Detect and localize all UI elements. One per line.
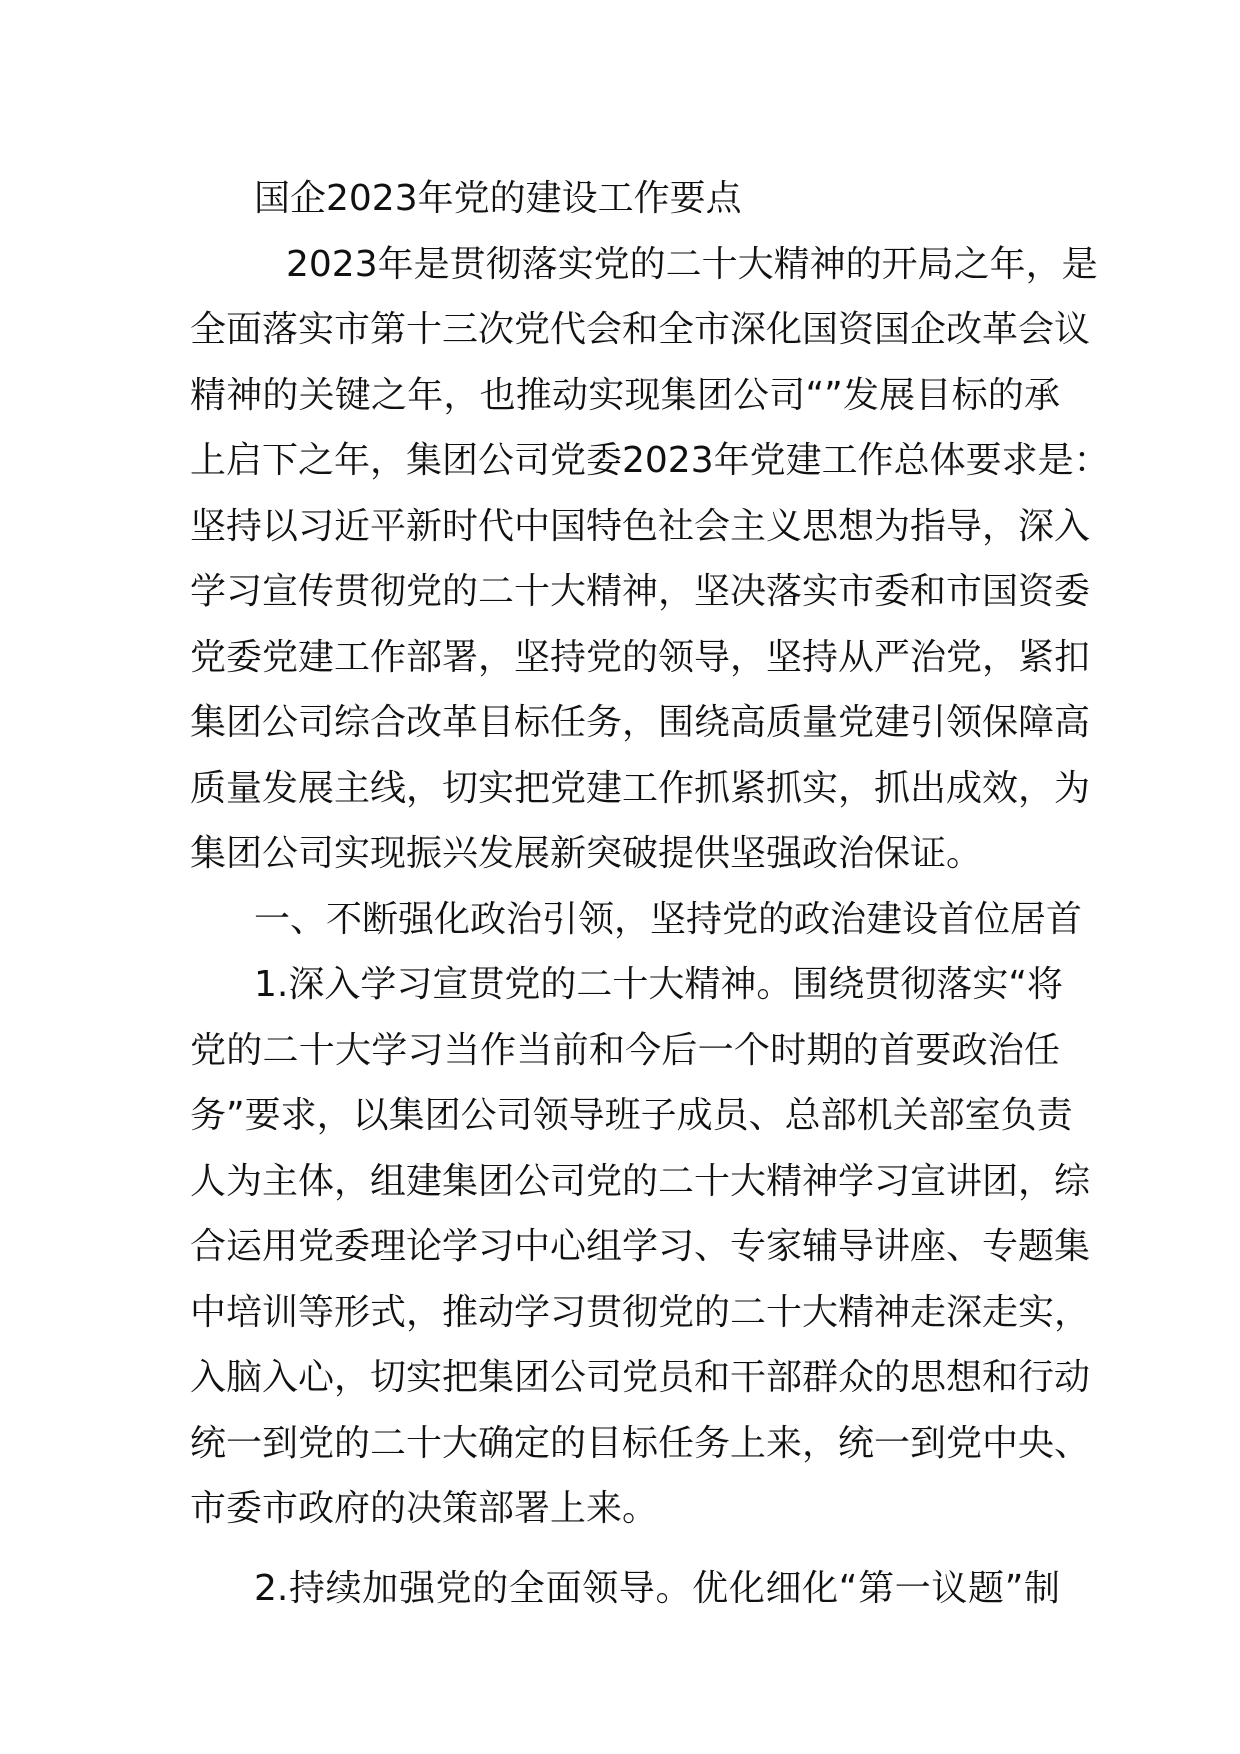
intro-line: 2023年是贯彻落实党的二十大精神的开局之年，是 [286,243,1098,285]
item-1-line: 合运用党委理论学习中心组学习、专家辅导讲座、专题集 [190,1226,1091,1267]
item-1-line: 统一到党的二十大确定的目标任务上来，统一到党中央、 [190,1422,1091,1464]
item-1-line: 入脑入心，切实把集团公司党员和干部群众的思想和行动 [190,1357,1091,1398]
intro-line: 集团公司实现振兴发展新突破提供坚强政治保证。 [190,833,983,874]
item-1-line: 1.深入学习宣贯党的二十大精神。围绕贯彻落实“将 [254,964,1063,1005]
item-1-line: 务”要求，以集团公司领导班子成员、总部机关部室负责 [190,1095,1073,1136]
paragraph-gap [190,1542,1060,1556]
item-1-line: 党的二十大学习当作当前和今后一个时期的首要政治任 [190,1029,1060,1071]
intro-line: 集团公司综合改革目标任务，围绕高质量党建引领保障高 [190,702,1091,743]
document-body [190,166,1110,1621]
item-1-line: 中培训等形式，推动学习贯彻党的二十大精神走深走实， [190,1291,1091,1333]
intro-line: 学习宣传贯彻党的二十大精神，坚决落实市委和市国资委 [190,571,1091,612]
item-2-line: 2.持续加强党的全面领导。优化细化“第一议题”制 [254,1567,1060,1609]
intro-line: 精神的关键之年，也推动实现集团公司“”发展目标的承 [190,374,1060,416]
item-1-line: 人为主体，组建集团公司党的二十大精神学习宣讲团，综 [190,1160,1091,1202]
intro-line: 质量发展主线，切实把党建工作抓紧抓实，抓出成效，为 [190,767,1091,809]
intro-line: 党委党建工作部署，坚持党的领导，坚持从严治党，紧扣 [190,636,1091,678]
intro-line: 坚持以习近平新时代中国特色社会主义思想为指导，深入 [190,505,1091,547]
intro-line: 上启下之年，集团公司党委2023年党建工作总体要求是： [190,440,1110,481]
document-title: 国企2023年党的建设工作要点 [254,178,742,219]
item-1-line: 市委市政府的决策部署上来。 [190,1488,659,1529]
intro-line: 全面落实市第十三次党代会和全市深化国资国企改革会议 [190,309,1091,350]
section-heading: 一、不断强化政治引领，坚持党的政治建设首位居首 [254,898,1083,940]
